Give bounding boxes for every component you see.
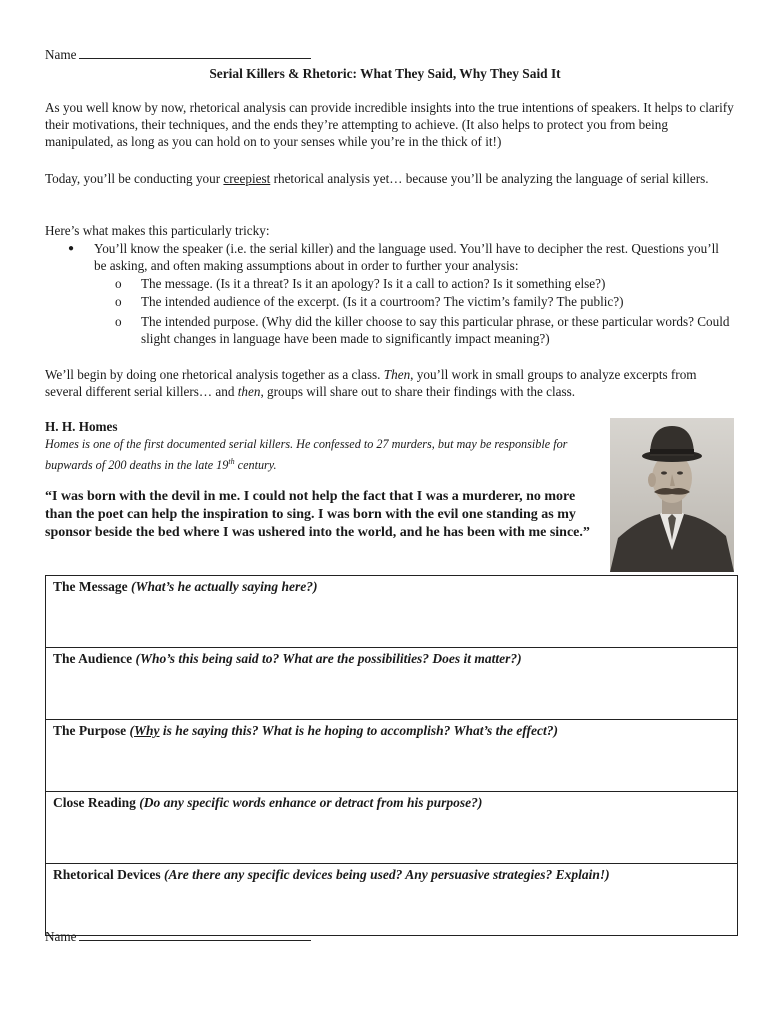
intro-p2-start: Today, you’ll be conducting your <box>45 171 224 186</box>
bullet-main-text: You’ll know the speaker (i.e. the serial killer) and the language used. You’ll have to decipher the rest. Questions you’ll be asking, and often making assumptions about in order to further your analysis: <box>94 241 719 273</box>
sub-bullet <box>115 293 735 310</box>
table-row <box>46 864 738 936</box>
circle-bullet-icon: o <box>115 294 122 309</box>
closing-middle: , you’ll work in small groups to analyze excerpts from several different serial killers… and <box>45 367 697 399</box>
rhetorical-devices-cell[interactable] <box>46 864 738 936</box>
audience-cell[interactable] <box>46 648 738 720</box>
bio-text: Homes is one of the first documented serial killers. He confessed to 27 murders, but may be responsible for bupwards of 200 deaths in the late 19 <box>45 437 568 473</box>
table-row <box>46 648 738 720</box>
analysis-table <box>45 575 738 936</box>
name-blank[interactable] <box>79 928 311 941</box>
row-label: Rhetorical Devices <box>53 867 161 882</box>
row-label: The Message <box>53 579 128 594</box>
sub-bullet-text: The message. (Is it a threat? Is it an apology? Is it a call to action? Is it something else?) <box>141 276 606 291</box>
row-hint-open: ( <box>126 723 135 738</box>
portrait-photo <box>610 418 734 572</box>
row-hint-underlined: Why <box>134 723 160 738</box>
intro-p2-underlined: creepiest <box>223 171 271 186</box>
bullet-main <box>68 240 736 274</box>
row-hint: is he saying this? What is he hoping to accomplish? What’s the effect?) <box>159 723 558 738</box>
intro-p2-end: rhetorical analysis yet… because you’ll be analyzing the language of serial killers. <box>270 171 709 186</box>
name-line-top[interactable] <box>45 46 311 63</box>
sub-bullet <box>115 313 735 347</box>
table-row <box>46 720 738 792</box>
intro-paragraph-3: Here’s what makes this particularly tricky: <box>45 223 270 238</box>
circle-bullet-icon: o <box>115 314 122 329</box>
row-hint: (Who’s this being said to? What are the possibilities? Does it matter?) <box>132 651 522 666</box>
portrait-illustration <box>610 418 734 572</box>
subject-quote: “I was born with the devil in me. I could not help the fact that I was a murderer, no more than the poet can help the inspiration to sing. I was born with the evil one standing as my sponsor beside the bed where I was ushered into the world, and he has been with me since.” <box>45 489 590 540</box>
name-label: Name <box>45 47 77 62</box>
name-line-bottom[interactable] <box>45 928 311 945</box>
sub-bullet <box>115 275 735 292</box>
table-row <box>46 576 738 648</box>
page-title: Serial Killers & Rhetoric: What They Said, Why They Said It <box>209 66 561 81</box>
row-hint: (Do any specific words enhance or detract from his purpose?) <box>135 795 483 810</box>
bullet-dot-icon: ● <box>68 243 75 254</box>
table-row <box>46 792 738 864</box>
row-hint: (Are there any specific devices being used? Any persuasive strategies? Explain!) <box>160 867 610 882</box>
sub-bullet-text: The intended audience of the excerpt. (Is it a courtroom? The victim’s family? The public?) <box>141 294 624 309</box>
intro-paragraph-2 <box>45 170 735 187</box>
intro-paragraph-1: As you well know by now, rhetorical analysis can provide incredible insights into the true intentions of speakers. It helps to clarify their motivations, their techniques, and the ends they’re attempting to achieve. (It also helps to protect you from being manipulated, as long as you can hold on to your senses while you’re in the thick of it!) <box>45 100 734 149</box>
name-blank[interactable] <box>79 46 311 59</box>
row-label: The Purpose <box>53 723 127 738</box>
name-label: Name <box>45 929 77 944</box>
bio-text-end: century. <box>234 458 277 473</box>
close-reading-cell[interactable] <box>46 792 738 864</box>
row-hint: (What’s he actually saying here?) <box>127 579 318 594</box>
subject-bio <box>45 436 600 474</box>
subject-name: H. H. Homes <box>45 419 118 434</box>
sub-bullet-text: The intended purpose. (Why did the killer choose to say this particular phrase, or these particular words? Could slight changes in language have been made to significantly impact meaning?) <box>141 314 730 346</box>
closing-then-2: then <box>237 384 261 399</box>
row-label: Close Reading <box>53 795 136 810</box>
circle-bullet-icon: o <box>115 276 122 291</box>
closing-end: , groups will share out to share their findings with the class. <box>260 384 576 399</box>
bio-superscript: th <box>228 457 235 466</box>
message-cell[interactable] <box>46 576 738 648</box>
closing-paragraph <box>45 366 735 400</box>
purpose-cell[interactable] <box>46 720 738 792</box>
closing-start: We’ll begin by doing one rhetorical analysis together as a class. <box>45 367 384 382</box>
closing-then-1: Then <box>383 367 411 382</box>
row-label: The Audience <box>53 651 133 666</box>
